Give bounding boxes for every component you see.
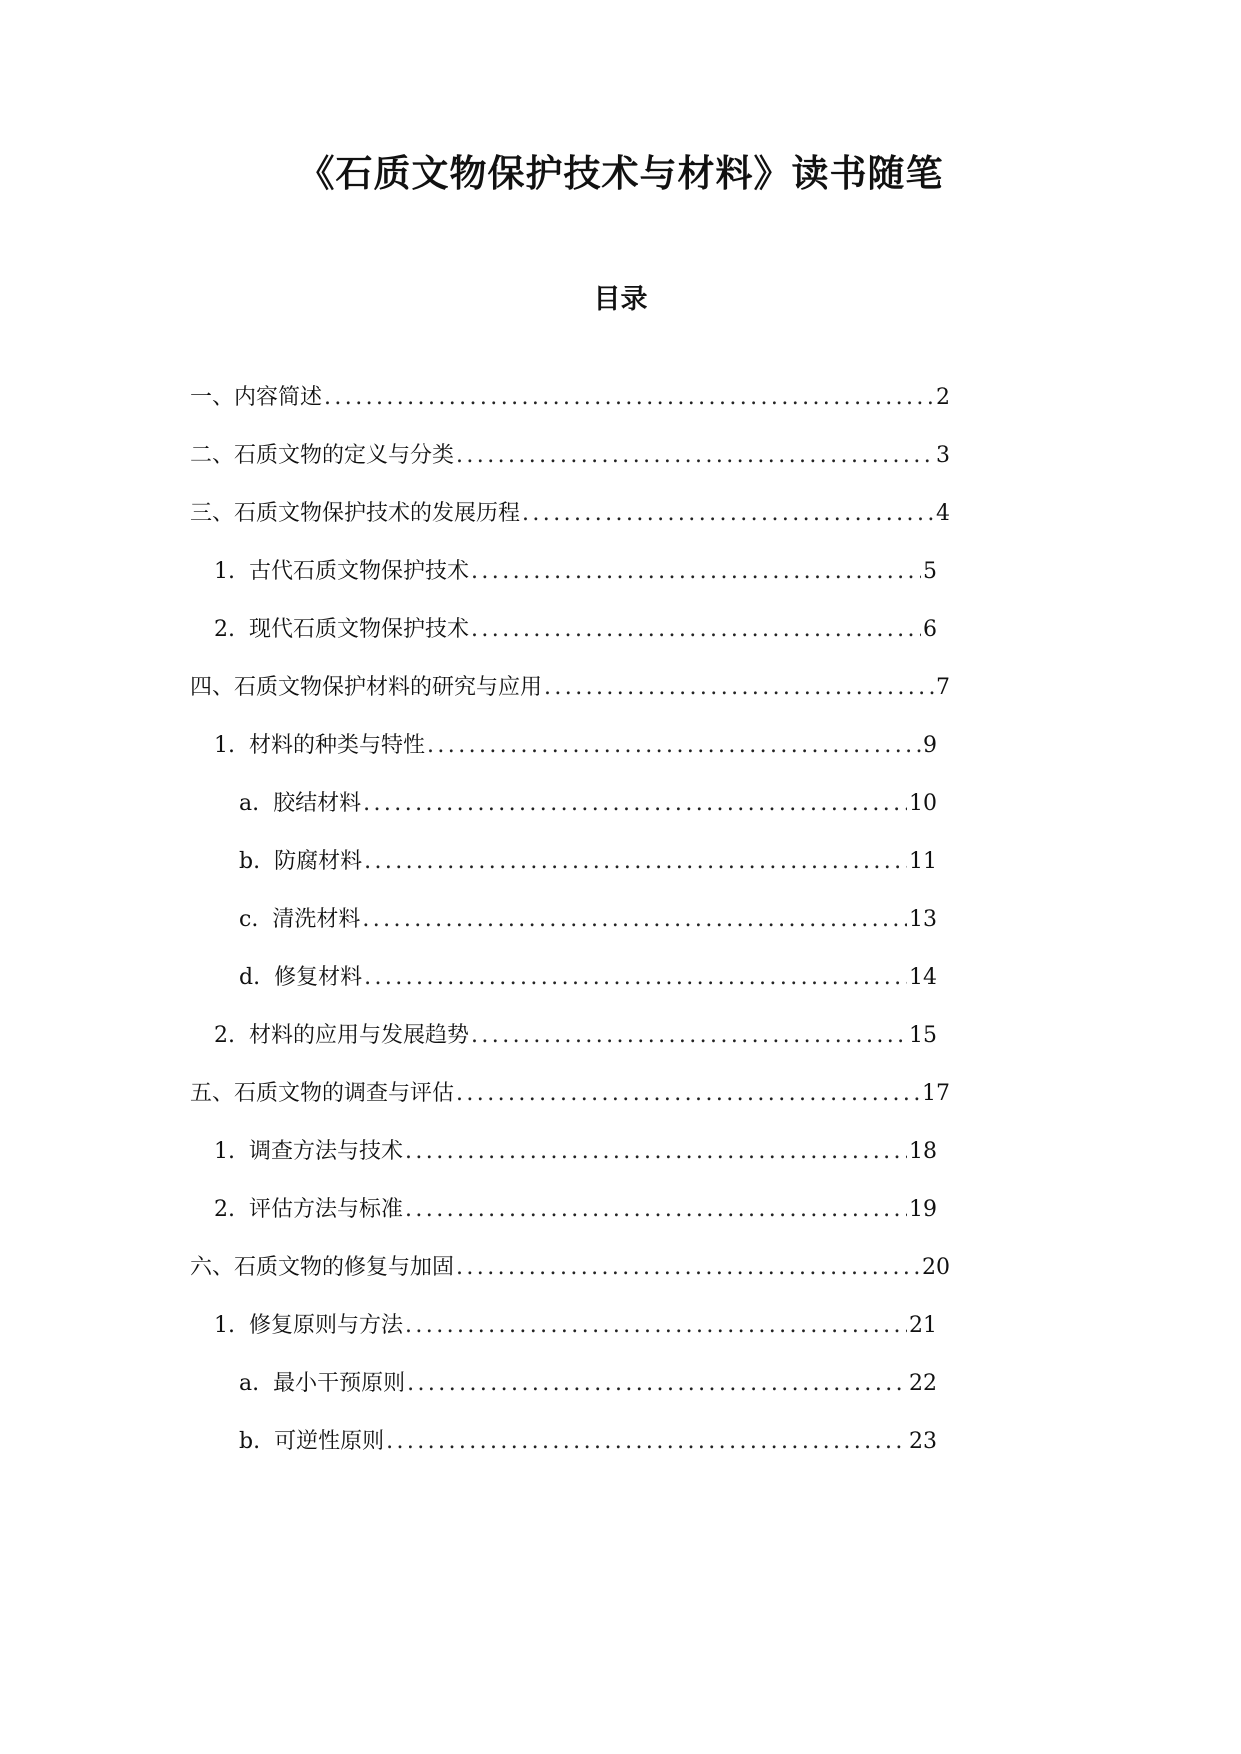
toc-dot-leader [407, 1367, 907, 1401]
toc-entry-label: 可逆性原则 [274, 1429, 385, 1454]
toc-entry-label: 调查方法与技术 [249, 1139, 404, 1164]
toc-entry-label: 四、石质文物保护材料的研究与应用 [190, 675, 543, 700]
toc-dot-leader [471, 1019, 907, 1053]
toc-page-number: 9 [923, 733, 937, 758]
toc-dot-leader [405, 1309, 907, 1343]
toc-entry-number: c. [239, 907, 259, 932]
toc-entry[interactable] [214, 555, 937, 589]
toc-heading: 目录 [593, 284, 648, 315]
toc-entry-number: d. [239, 965, 261, 990]
toc-dot-leader [544, 671, 934, 705]
toc-entry-number: a. [239, 791, 260, 816]
toc-page-number: 14 [909, 965, 937, 990]
toc-dot-leader [405, 1135, 907, 1169]
toc-dot-leader [364, 845, 907, 879]
toc-page-number: 19 [909, 1197, 937, 1222]
toc-entry[interactable] [214, 1135, 937, 1169]
toc-entry-label: 材料的应用与发展趋势 [249, 1023, 470, 1048]
toc-dot-leader [364, 961, 907, 995]
toc-entry[interactable] [239, 787, 937, 821]
toc-page-number: 23 [909, 1429, 937, 1454]
toc-entry-number: 2. [214, 617, 235, 642]
toc-page-number: 22 [909, 1371, 937, 1396]
toc-entry[interactable] [190, 1077, 950, 1111]
toc-entry[interactable] [190, 497, 950, 531]
toc-entry-label: 五、石质文物的调查与评估 [190, 1081, 455, 1106]
toc-entry-label: 清洗材料 [272, 907, 361, 932]
toc-entry-number: b. [239, 849, 261, 874]
toc-dot-leader [363, 787, 907, 821]
toc-page-number: 5 [923, 559, 937, 584]
toc-entry-label: 三、石质文物保护技术的发展历程 [190, 501, 521, 526]
toc-dot-leader [456, 439, 934, 473]
toc-entry-label: 二、石质文物的定义与分类 [190, 443, 455, 468]
toc-entry[interactable] [239, 845, 937, 879]
toc-page-number: 4 [936, 501, 950, 526]
toc-page-number: 17 [922, 1081, 950, 1106]
toc-entry-number: 1. [214, 1313, 235, 1338]
toc-page-number: 13 [909, 907, 937, 932]
toc-entry[interactable] [214, 1309, 937, 1343]
toc-entry-number: 2. [214, 1197, 235, 1222]
toc-entry-label: 六、石质文物的修复与加固 [190, 1255, 455, 1280]
toc-dot-leader [386, 1425, 907, 1459]
toc-dot-leader [362, 903, 907, 937]
toc-entry-number: 1. [214, 559, 235, 584]
toc-dot-leader [456, 1077, 920, 1111]
toc-entry-label: 材料的种类与特性 [249, 733, 426, 758]
toc-page-number: 11 [909, 849, 937, 874]
toc-entry-label: 评估方法与标准 [249, 1197, 404, 1222]
toc-entry[interactable] [190, 381, 950, 415]
toc-entry-label: 修复原则与方法 [249, 1313, 404, 1338]
toc-page-number: 20 [922, 1255, 950, 1280]
toc-entry-label: 古代石质文物保护技术 [249, 559, 470, 584]
toc-dot-leader [522, 497, 934, 531]
toc-entry[interactable] [239, 961, 937, 995]
toc-entry[interactable] [214, 1193, 937, 1227]
toc-entry-number: 1. [214, 733, 235, 758]
toc-entry[interactable] [239, 903, 937, 937]
toc-entry-label: 修复材料 [274, 965, 363, 990]
toc-dot-leader [471, 555, 921, 589]
toc-dot-leader [471, 613, 921, 647]
toc-dot-leader [456, 1251, 920, 1285]
toc-entry-number: 2. [214, 1023, 235, 1048]
toc-entry-number: a. [239, 1371, 260, 1396]
toc-page-number: 6 [923, 617, 937, 642]
toc-entry-label: 一、内容简述 [190, 385, 323, 410]
toc-page-number: 15 [909, 1023, 937, 1048]
toc-page-number: 7 [936, 675, 950, 700]
toc-entry[interactable] [190, 1251, 950, 1285]
toc-entry[interactable] [190, 671, 950, 705]
toc-page-number: 18 [909, 1139, 937, 1164]
toc-dot-leader [324, 381, 934, 415]
toc-page-number: 3 [936, 443, 950, 468]
toc-page-number: 10 [909, 791, 937, 816]
toc-entry[interactable] [214, 1019, 937, 1053]
toc-entry[interactable] [239, 1425, 937, 1459]
toc-entry-number: b. [239, 1429, 261, 1454]
toc-entry[interactable] [214, 729, 937, 763]
toc-entry-label: 防腐材料 [274, 849, 363, 874]
toc-page-number: 21 [909, 1313, 937, 1338]
toc-entry-number: 1. [214, 1139, 235, 1164]
document-title: 《石质文物保护技术与材料》读书随笔 [297, 151, 944, 195]
toc-entry-label: 胶结材料 [273, 791, 362, 816]
toc-entry-label: 最小干预原则 [273, 1371, 406, 1396]
toc-entry[interactable] [239, 1367, 937, 1401]
toc-entry[interactable] [214, 613, 937, 647]
toc-dot-leader [405, 1193, 907, 1227]
toc-entry-label: 现代石质文物保护技术 [249, 617, 470, 642]
toc-page-number: 2 [936, 385, 950, 410]
toc-entry[interactable] [190, 439, 950, 473]
toc-dot-leader [427, 729, 921, 763]
